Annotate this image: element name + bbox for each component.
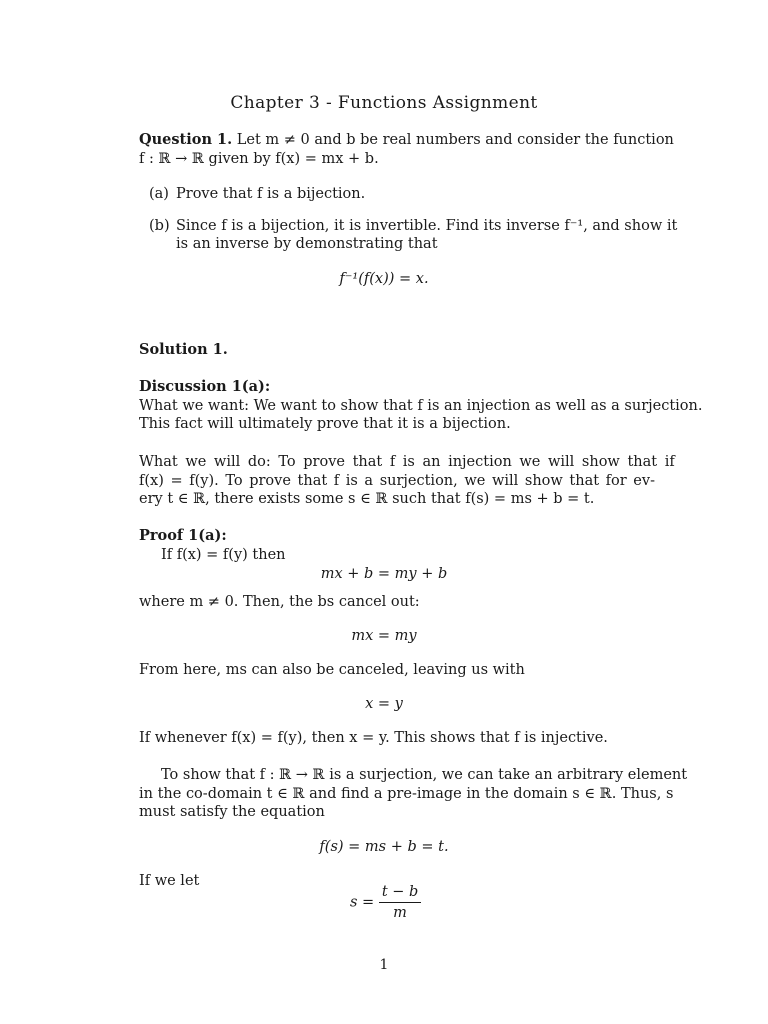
discussion-do-line-2: f(x) = f(y). To prove that f is a surjection, we will show that for ev- bbox=[139, 473, 655, 489]
proof-where-line: where m ≠ 0. Then, the bs cancel out: bbox=[139, 594, 420, 610]
part-b-line-1: Since f is a bijection, it is invertible. Find its inverse f⁻¹, and show it bbox=[176, 218, 678, 234]
proof-let-line: If we let bbox=[139, 873, 200, 889]
discussion-want-line-1: What we want: We want to show that f is an injection as well as a surjection. bbox=[139, 398, 703, 414]
proof-injective-line: If whenever f(x) = f(y), then x = y. This shows that f is injective. bbox=[139, 730, 608, 746]
question-line-1 bbox=[139, 131, 674, 149]
question-line-2: f : ℝ → ℝ given by f(x) = mx + b. bbox=[139, 151, 379, 167]
equation-1: mx + b = my + b bbox=[320, 566, 448, 582]
equation-3: x = y bbox=[365, 696, 403, 712]
equation-5-numerator: t − b bbox=[379, 882, 421, 903]
equation-4: f(s) = ms + b = t. bbox=[319, 839, 449, 855]
equation-5-fraction bbox=[379, 882, 421, 923]
proof-if-line: If f(x) = f(y) then bbox=[161, 547, 286, 563]
equation-5-lhs: s = bbox=[350, 894, 375, 911]
part-b-equation: f⁻¹(f(x)) = x. bbox=[339, 271, 429, 287]
part-a-text: Prove that f is a bijection. bbox=[176, 186, 366, 202]
page-number: 1 bbox=[379, 957, 389, 973]
equation-5-denominator: m bbox=[393, 905, 407, 921]
proof-heading: Proof 1(a): bbox=[139, 527, 227, 544]
proof-from-line: From here, ms can also be canceled, leaving us with bbox=[139, 662, 525, 678]
proof-surj-line-3: must satisfy the equation bbox=[139, 804, 325, 820]
part-b-label: (b) bbox=[149, 218, 170, 234]
part-b-line-2: is an inverse by demonstrating that bbox=[176, 236, 438, 252]
question-text-1: Let m ≠ 0 and b be real numbers and consider the function bbox=[236, 132, 674, 148]
solution-label: Solution 1. bbox=[139, 341, 228, 358]
question-label: Question 1. bbox=[139, 131, 233, 148]
discussion-heading: Discussion 1(a): bbox=[139, 378, 271, 395]
discussion-do-line-3: ery t ∈ ℝ, there exists some s ∈ ℝ such that f(s) = ms + b = t. bbox=[139, 491, 595, 507]
proof-surj-line-2: in the co-domain t ∈ ℝ and find a pre-image in the domain s ∈ ℝ. Thus, s bbox=[139, 786, 674, 802]
discussion-do-line-1: What we will do: To prove that f is an injection we will show that if bbox=[139, 454, 675, 470]
part-a-label: (a) bbox=[149, 186, 169, 202]
equation-5 bbox=[350, 882, 421, 923]
equation-2: mx = my bbox=[351, 628, 417, 644]
proof-surj-line-1: To show that f : ℝ → ℝ is a surjection, we can take an arbitrary element bbox=[161, 767, 688, 783]
page-title: Chapter 3 - Functions Assignment bbox=[230, 93, 538, 113]
discussion-want-line-2: This fact will ultimately prove that it is a bijection. bbox=[139, 416, 511, 432]
